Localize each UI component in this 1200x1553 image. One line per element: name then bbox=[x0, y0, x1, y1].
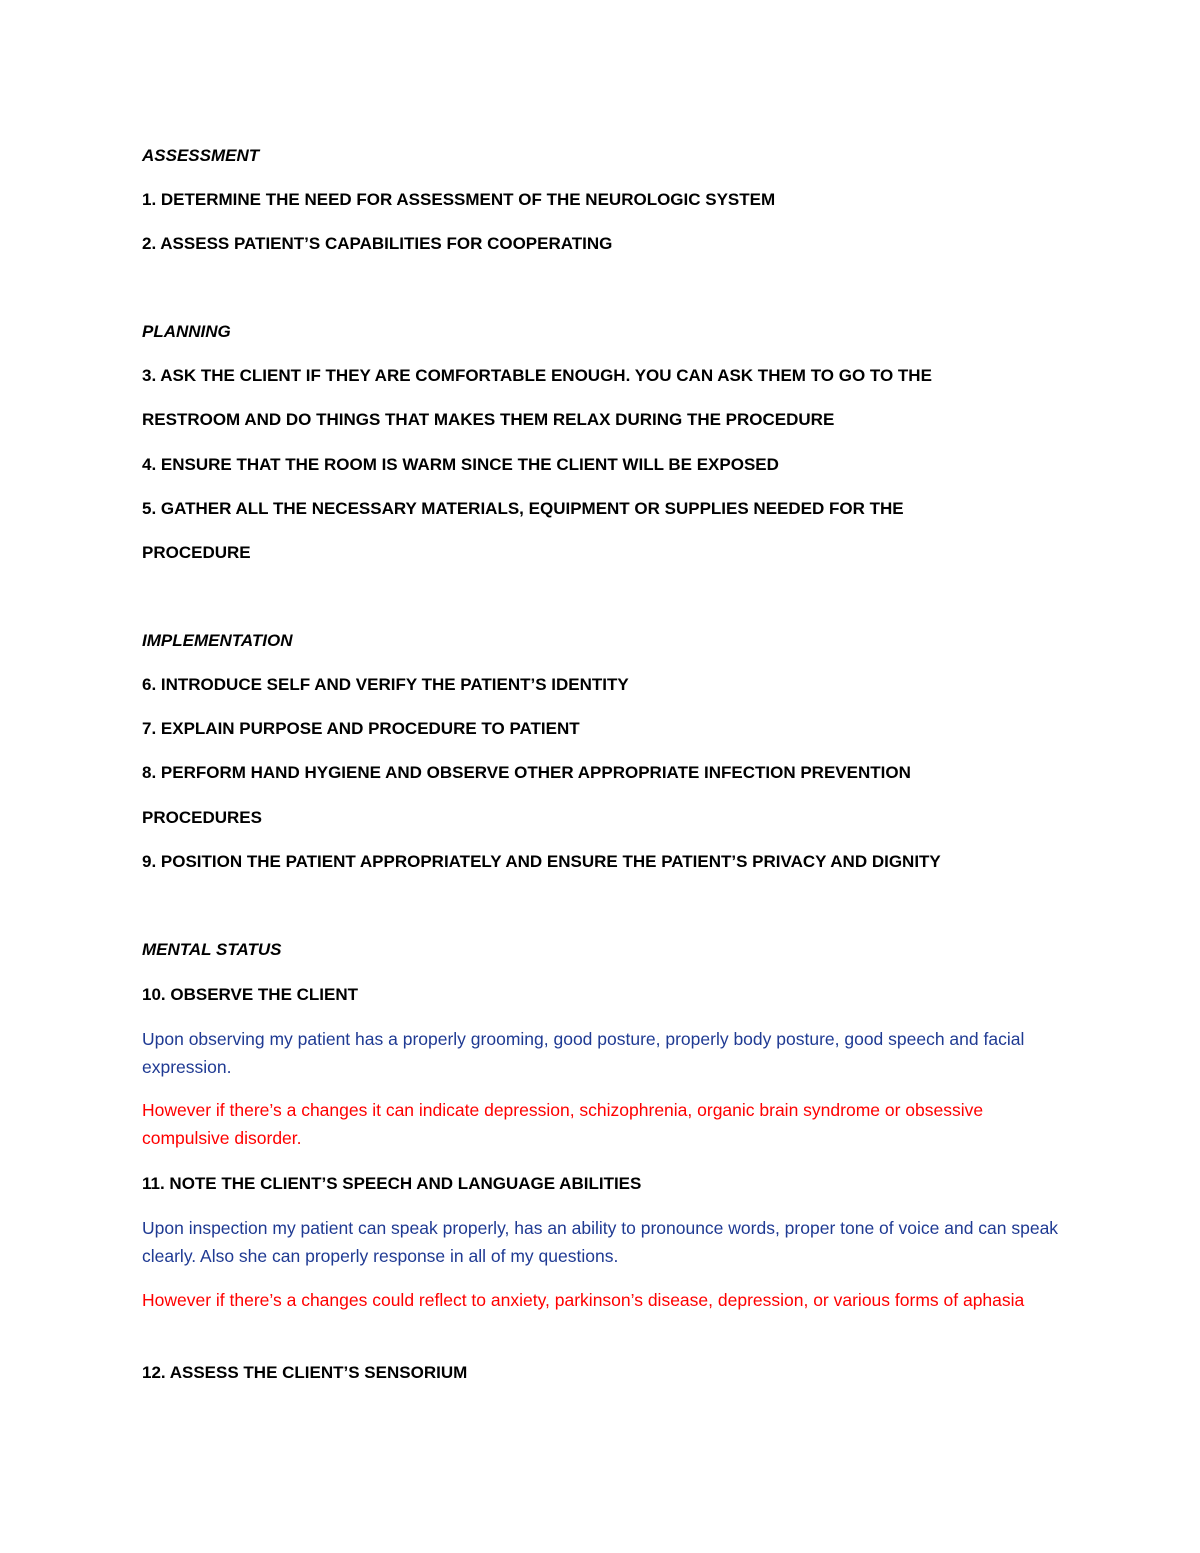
step-6: 6. INTRODUCE SELF AND VERIFY THE PATIENT’S IDENTITY bbox=[142, 675, 629, 694]
step-9: 9. POSITION THE PATIENT APPROPRIATELY AND ENSURE THE PATIENT’S PRIVACY AND DIGNITY bbox=[142, 852, 941, 871]
step-8: 8. PERFORM HAND HYGIENE AND OBSERVE OTHER APPROPRIATE INFECTION PREVENTION bbox=[142, 763, 911, 782]
step-3: 3. ASK THE CLIENT IF THEY ARE COMFORTABLE ENOUGH. YOU CAN ASK THEM TO GO TO THE bbox=[142, 366, 932, 385]
step-4: 4. ENSURE THAT THE ROOM IS WARM SINCE THE CLIENT WILL BE EXPOSED bbox=[142, 455, 779, 474]
step-10-observation: Upon observing my patient has a properly grooming, good posture, properly body posture, good speech and facial expression. bbox=[142, 1029, 1025, 1077]
step-10: 10. OBSERVE THE CLIENT bbox=[142, 985, 359, 1004]
step-3-continued: RESTROOM AND DO THINGS THAT MAKES THEM RELAX DURING THE PROCEDURE bbox=[142, 410, 835, 429]
step-12: 12. ASSESS THE CLIENT’S SENSORIUM bbox=[142, 1363, 468, 1382]
step-7: 7. EXPLAIN PURPOSE AND PROCEDURE TO PATIENT bbox=[142, 719, 580, 738]
step-8-continued: PROCEDURES bbox=[142, 808, 262, 827]
step-5-continued: PROCEDURE bbox=[142, 543, 251, 562]
section-heading-assessment: ASSESSMENT bbox=[142, 146, 260, 165]
step-11-warning: However if there’s a changes could reflect to anxiety, parkinson’s disease, depression, or various forms of aphasia bbox=[142, 1290, 1025, 1310]
step-1: 1. DETERMINE THE NEED FOR ASSESSMENT OF THE NEUROLOGIC SYSTEM bbox=[142, 190, 776, 209]
step-10-warning: However if there’s a changes it can indicate depression, schizophrenia, organic brain syndrome or obsessive compulsive disorder. bbox=[142, 1100, 984, 1148]
step-2: 2. ASSESS PATIENT’S CAPABILITIES FOR COOPERATING bbox=[142, 234, 613, 253]
step-11-observation: Upon inspection my patient can speak properly, has an ability to pronounce words, proper tone of voice and can speak clearly. Also she can properly response in all of my questions. bbox=[142, 1218, 1059, 1266]
step-11: 11. NOTE THE CLIENT’S SPEECH AND LANGUAGE ABILITIES bbox=[142, 1174, 642, 1193]
section-heading-mental-status: MENTAL STATUS bbox=[142, 940, 282, 959]
step-5: 5. GATHER ALL THE NECESSARY MATERIALS, EQUIPMENT OR SUPPLIES NEEDED FOR THE bbox=[142, 499, 904, 518]
section-heading-planning: PLANNING bbox=[142, 322, 231, 341]
section-heading-implementation: IMPLEMENTATION bbox=[142, 631, 293, 650]
